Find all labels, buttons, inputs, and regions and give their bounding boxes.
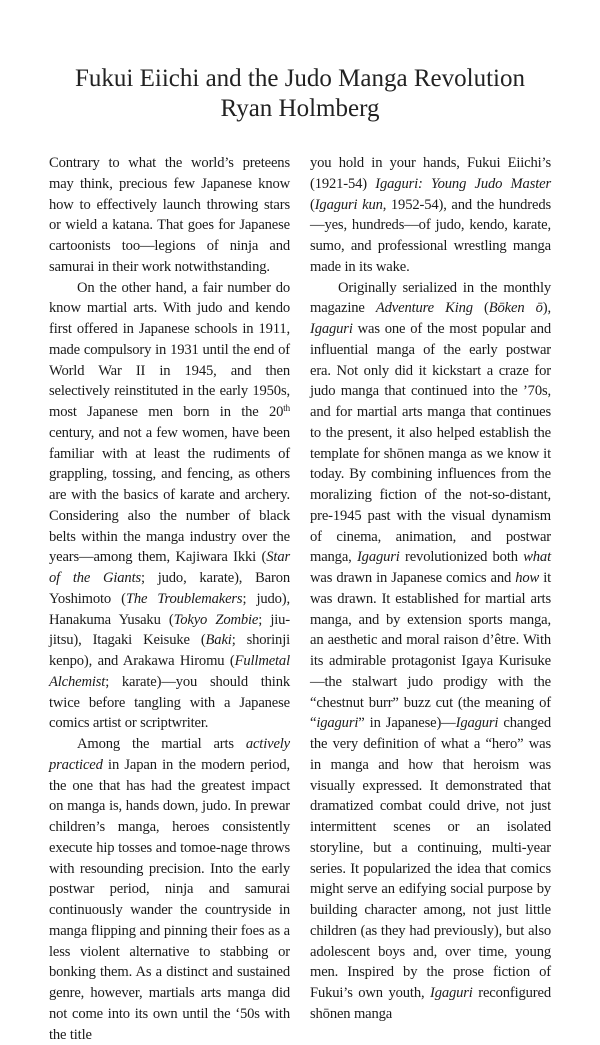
emphasis: actively practiced [49,736,290,773]
work-title: Star of the Giants [49,549,290,586]
emphasis: what [523,549,551,566]
work-title: Igaguri [310,321,353,337]
work-title: Igaguri [429,985,473,1001]
work-title: Igaguri [356,549,400,566]
work-title: Bōken ō [488,300,543,317]
article-title: Fukui Eiichi and the Judo Manga Revolution [75,65,525,92]
work-title: Adventure King [375,300,473,317]
work-title: The Troublemakers [125,590,243,607]
article-author: Ryan Holmberg [220,95,380,122]
work-title: Igaguri kun [314,196,383,213]
article-header [0,64,600,124]
work-title: Igaguri: Young Judo Master [375,175,551,192]
right-column [310,153,551,1025]
work-title: Tokyo Zombie [173,611,259,628]
superscript: th [283,403,290,413]
left-column [49,153,290,1045]
paragraph: Contrary to what the world’s preteens may think, precious few Japanese know how to effectively launch throwing stars or wield a katana. That goes for Japanese cartoonists too—legions of ninja and samurai in their work notwithstanding. [49,155,290,275]
work-title: Igaguri [455,715,499,732]
paragraph: you hold in your hands, Fukui Eiichi’s (1921-54) Igaguri: Young Judo Master (Igaguri kun, 1952-54), and the hundreds—yes, hundreds—of judo, kendo, karate, sumo, and professional wrestling manga made in its wake. [310,155,552,275]
paragraph: On the other hand, a fair number do know martial arts. With judo and kendo first offered in Japanese schools in 1911, made compulsory in 1931 until the end of World War II in 1945, and then selectively reinstituted in the early 1950s, most Japanese men born in the 20th century, and not a few women, have been familiar with at least the rudiments of grappling, tossing, and fencing, as others are with the basics of karate and archery. Considering also the number of black belts within the manga industry over the years—among them, Kajiwara Ikki (Star of the Giants; judo, karate), Baron Yoshimoto (The Troublemakers; judo), Hanakuma Yusaku (Tokyo Zombie; jiu-jitsu), Itagaki Keisuke (Baki; shorinji kenpo), and Arakawa Hiromu (Fullmetal Alchemist; karate)—you should think twice before tangling with a Japanese comics artist or scriptwriter. [49,279,290,732]
paragraph: Among the martial arts actively practiced in Japan in the modern period, the one that has had the greatest impact on manga is, hands down, judo. In prewar children’s manga, heroes consistently execute hip tosses and tomoe-nage throws with resounding precision. Into the early postwar period, ninja and samurai continuously wander the countryside in manga flipping and pinning their foes as a less violent alternative to stabbing or bonking them. As a distinct and sustained genre, however, martials arts manga did not come into its own until the ‘50s with the title [49,736,290,1043]
work-title: Baki [205,632,232,649]
emphasis: igaguri [316,715,359,732]
work-title: Fullmetal Alchemist [49,653,290,690]
emphasis: how [515,570,540,586]
paragraph: Originally serialized in the monthly magazine Adventure King (Bōken ō), Igaguri was one of the most popular and influential manga of the early postwar era. Not only did it kickstart a craze for judo manga that continued into the ’70s, and for martial arts manga that continues to the present, it also helped establish the template for shōnen manga as we know it today. By combining influences from the moralizing fiction of the not-so-distant, pre-1945 past with the visual dynamism of cinema, animation, and postwar manga, Igaguri revolutionized both what was drawn in Japanese comics and how it was drawn. It established for martial arts manga, and by extension sports manga, an aesthetic and moral raison d’être. With its admirable protagonist Igaya Kurisuke—the stalwart judo prodigy with the “chestnut burr” buzz cut (the meaning of “igaguri” in Japanese)—Igaguri changed the very definition of what a “hero” was in manga and how that heroism was visually expressed. It demonstrated that dramatized combat could drive, not just intermittent scenes or an isolated storyline, but a continuing, multi-year series. It popularized the idea that comics might serve an edifying social purpose by building character among, not just little children (as they had previously), but also adolescent boys and, over time, young men. Inspired by the prose fiction of Fukui’s own youth, Igaguri reconfigured shōnen manga [310,279,551,1022]
